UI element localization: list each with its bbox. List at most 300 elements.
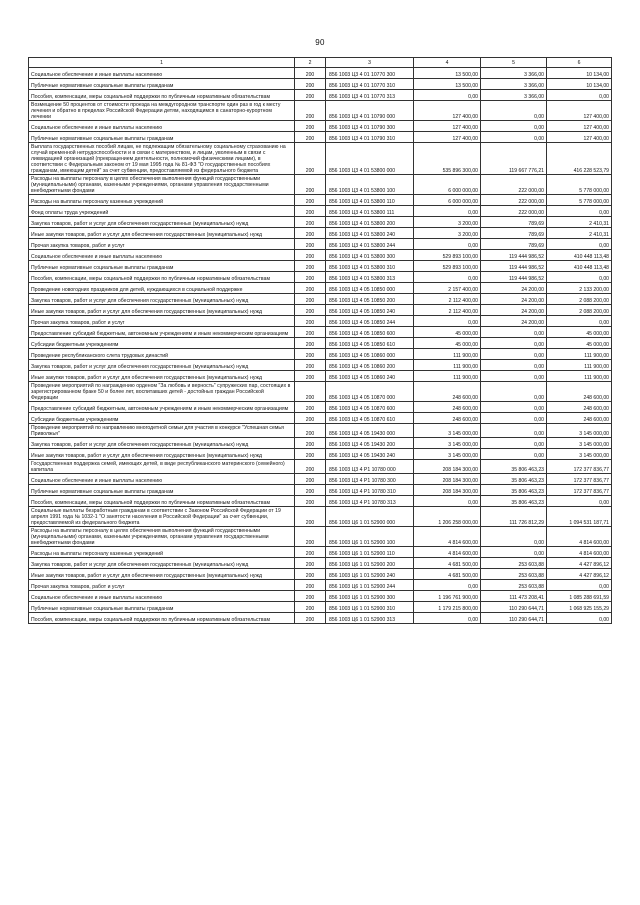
row-line-code: 200 — [295, 474, 326, 485]
row-approved-amount: 4 814 600,00 — [414, 527, 481, 547]
row-executed-amount: 789,69 — [481, 239, 547, 250]
table-row — [29, 580, 612, 591]
table-row — [29, 460, 612, 474]
row-unexecuted-amount: 111 900,00 — [547, 360, 612, 371]
row-executed-amount: 119 444 986,52 — [481, 272, 547, 283]
row-unexecuted-amount: 3 145 000,00 — [547, 449, 612, 460]
table-row — [29, 507, 612, 527]
row-line-code: 200 — [295, 602, 326, 613]
row-name: Возмещение 50 процентов от стоимости проезда на междугородном транспорте один раз в год к месту лечения и обратно в пределах Российской Федерации детям, находящимся в санаторно-курортном лечении — [29, 101, 295, 121]
row-executed-amount: 0,00 — [481, 121, 547, 132]
row-name: Пособия, компенсации, меры социальной поддержки по публичным нормативным обязательствам — [29, 496, 295, 507]
row-unexecuted-amount: 10 134,00 — [547, 79, 612, 90]
table-row — [29, 143, 612, 175]
row-name: Проведение мероприятий по награждению орденом "За любовь и верность" супружеских пар, состоящих в зарегистрированном браке 50 и более лет, воспитавших детей - достойных граждан Российской Федерации — [29, 382, 295, 402]
row-unexecuted-amount: 127 400,00 — [547, 101, 612, 121]
row-executed-amount: 222 000,00 — [481, 206, 547, 217]
row-line-code: 200 — [295, 580, 326, 591]
row-name: Иные закупки товаров, работ и услуг для обеспечения государственных (муниципальных) нужд — [29, 371, 295, 382]
table-row — [29, 272, 612, 283]
table-row — [29, 413, 612, 424]
row-unexecuted-amount: 0,00 — [547, 272, 612, 283]
row-approved-amount: 3 145 000,00 — [414, 424, 481, 438]
row-unexecuted-amount: 4 427 896,12 — [547, 569, 612, 580]
row-approved-amount: 45 000,00 — [414, 338, 481, 349]
row-line-code: 200 — [295, 424, 326, 438]
row-budget-code: 856 1003 Ц6 1 01 52900 000 — [326, 507, 414, 527]
row-name: Прочая закупка товаров, работ и услуг — [29, 580, 295, 591]
row-budget-code: 856 1003 Ц3 4 05 10870 000 — [326, 382, 414, 402]
row-approved-amount: 2 112 400,00 — [414, 305, 481, 316]
table-row — [29, 90, 612, 101]
row-budget-code: 856 1003 Ц3 4 01 10770 300 — [326, 68, 414, 79]
row-line-code: 200 — [295, 250, 326, 261]
row-budget-code: 856 1003 Ц3 4 P1 10780 300 — [326, 474, 414, 485]
row-approved-amount: 111 900,00 — [414, 349, 481, 360]
row-name: Расходы на выплаты персоналу казенных учреждений — [29, 547, 295, 558]
row-approved-amount: 127 400,00 — [414, 101, 481, 121]
row-budget-code: 856 1003 Ц3 4 05 10850 200 — [326, 294, 414, 305]
column-number-2: 2 — [295, 58, 326, 68]
row-line-code: 200 — [295, 507, 326, 527]
row-approved-amount: 0,00 — [414, 272, 481, 283]
row-approved-amount: 1 179 215 800,00 — [414, 602, 481, 613]
row-executed-amount: 24 200,00 — [481, 316, 547, 327]
table-row — [29, 569, 612, 580]
row-name: Социальное обеспечение и иные выплаты населению — [29, 68, 295, 79]
row-approved-amount: 127 400,00 — [414, 121, 481, 132]
row-executed-amount: 253 603,88 — [481, 580, 547, 591]
row-budget-code: 856 1003 Ц3 4 01 10770 313 — [326, 90, 414, 101]
row-approved-amount: 2 112 400,00 — [414, 294, 481, 305]
row-budget-code: 856 1003 Ц3 4 01 53800 000 — [326, 143, 414, 175]
row-unexecuted-amount: 1 094 531 187,71 — [547, 507, 612, 527]
row-line-code: 200 — [295, 239, 326, 250]
row-executed-amount: 0,00 — [481, 327, 547, 338]
row-unexecuted-amount: 0,00 — [547, 496, 612, 507]
table-row — [29, 250, 612, 261]
page-number: 90 — [315, 38, 325, 47]
row-line-code: 200 — [295, 613, 326, 624]
row-executed-amount: 0,00 — [481, 382, 547, 402]
row-unexecuted-amount: 5 778 000,00 — [547, 175, 612, 195]
row-unexecuted-amount: 0,00 — [547, 206, 612, 217]
row-name: Фонд оплаты труда учреждений — [29, 206, 295, 217]
row-unexecuted-amount: 1 085 288 691,59 — [547, 591, 612, 602]
row-unexecuted-amount: 4 814 600,00 — [547, 547, 612, 558]
row-unexecuted-amount: 127 400,00 — [547, 132, 612, 143]
row-name: Закупка товаров, работ и услуг для обеспечения государственных (муниципальных) нужд — [29, 438, 295, 449]
row-executed-amount: 24 200,00 — [481, 283, 547, 294]
table-row — [29, 547, 612, 558]
row-approved-amount: 0,00 — [414, 496, 481, 507]
row-unexecuted-amount: 172 377 836,77 — [547, 485, 612, 496]
row-unexecuted-amount: 172 377 836,77 — [547, 474, 612, 485]
row-budget-code: 856 1003 Ц6 1 01 52900 313 — [326, 613, 414, 624]
row-name: Пособия, компенсации, меры социальной поддержки по публичным нормативным обязательствам — [29, 90, 295, 101]
table-row — [29, 360, 612, 371]
row-line-code: 200 — [295, 101, 326, 121]
row-line-code: 200 — [295, 68, 326, 79]
table-row — [29, 474, 612, 485]
row-approved-amount: 2 157 400,00 — [414, 283, 481, 294]
row-budget-code: 856 1003 Ц6 1 01 52900 244 — [326, 580, 414, 591]
table-row — [29, 68, 612, 79]
row-line-code: 200 — [295, 338, 326, 349]
row-unexecuted-amount: 45 000,00 — [547, 338, 612, 349]
row-approved-amount: 4 814 600,00 — [414, 547, 481, 558]
row-unexecuted-amount: 248 600,00 — [547, 382, 612, 402]
row-executed-amount: 253 603,88 — [481, 569, 547, 580]
row-name: Расходы на выплаты персоналу казенных учреждений — [29, 195, 295, 206]
row-budget-code: 856 1003 Ц6 1 01 52900 100 — [326, 527, 414, 547]
row-approved-amount: 0,00 — [414, 316, 481, 327]
row-approved-amount: 208 184 300,00 — [414, 474, 481, 485]
row-budget-code: 856 1003 Ц3 4 05 19430 240 — [326, 449, 414, 460]
table-row — [29, 496, 612, 507]
table-row — [29, 261, 612, 272]
row-name: Социальное обеспечение и иные выплаты населению — [29, 250, 295, 261]
row-executed-amount: 110 290 644,71 — [481, 602, 547, 613]
row-name: Проведение мероприятий по направлению многодетной семьи для участия в конкурсе "Успешная семья Приволжья" — [29, 424, 295, 438]
row-approved-amount: 1 196 761 900,00 — [414, 591, 481, 602]
row-approved-amount: 127 400,00 — [414, 132, 481, 143]
table-row — [29, 438, 612, 449]
row-approved-amount: 45 000,00 — [414, 327, 481, 338]
row-approved-amount: 248 600,00 — [414, 402, 481, 413]
row-budget-code: 856 1003 Ц3 4 01 53800 200 — [326, 217, 414, 228]
row-executed-amount: 0,00 — [481, 371, 547, 382]
row-line-code: 200 — [295, 496, 326, 507]
row-executed-amount: 253 603,88 — [481, 558, 547, 569]
table-row — [29, 206, 612, 217]
row-unexecuted-amount: 0,00 — [547, 316, 612, 327]
row-approved-amount: 111 900,00 — [414, 371, 481, 382]
row-approved-amount: 3 145 000,00 — [414, 449, 481, 460]
row-unexecuted-amount: 111 900,00 — [547, 349, 612, 360]
row-approved-amount: 529 893 100,00 — [414, 261, 481, 272]
table-row — [29, 558, 612, 569]
table-row — [29, 349, 612, 360]
row-budget-code: 856 1003 Ц3 4 01 10770 310 — [326, 79, 414, 90]
row-name: Публичные нормативные социальные выплаты гражданам — [29, 485, 295, 496]
row-approved-amount: 529 893 100,00 — [414, 250, 481, 261]
row-executed-amount: 3 366,00 — [481, 68, 547, 79]
row-budget-code: 856 1003 Ц3 4 01 10790 300 — [326, 121, 414, 132]
table-row — [29, 485, 612, 496]
row-line-code: 200 — [295, 485, 326, 496]
row-name: Закупка товаров, работ и услуг для обеспечения государственных (муниципальных) нужд — [29, 558, 295, 569]
row-budget-code: 856 1003 Ц3 4 01 10790 310 — [326, 132, 414, 143]
row-line-code: 200 — [295, 558, 326, 569]
row-budget-code: 856 1003 Ц3 4 01 10790 000 — [326, 101, 414, 121]
row-line-code: 200 — [295, 360, 326, 371]
row-unexecuted-amount: 10 134,00 — [547, 68, 612, 79]
row-line-code: 200 — [295, 591, 326, 602]
row-budget-code: 856 1003 Ц3 4 01 53800 110 — [326, 195, 414, 206]
row-name: Расходы на выплаты персоналу в целях обеспечения выполнения функций государственными (муниципальными) органами, казенными учреждениями, органами управления государственными внебюджетными фондами — [29, 527, 295, 547]
row-budget-code: 856 1003 Ц3 4 05 10850 610 — [326, 338, 414, 349]
row-name: Пособия, компенсации, меры социальной поддержки по публичным нормативным обязательствам — [29, 272, 295, 283]
table-row — [29, 602, 612, 613]
row-executed-amount: 222 000,00 — [481, 175, 547, 195]
row-name: Публичные нормативные социальные выплаты гражданам — [29, 132, 295, 143]
row-executed-amount: 35 806 463,23 — [481, 460, 547, 474]
row-approved-amount: 111 900,00 — [414, 360, 481, 371]
table-header-row — [29, 58, 612, 68]
row-budget-code: 856 1003 Ц3 4 01 53800 310 — [326, 261, 414, 272]
row-budget-code: 856 1003 Ц3 4 01 53800 300 — [326, 250, 414, 261]
row-unexecuted-amount: 248 600,00 — [547, 413, 612, 424]
row-name: Проведение новогодних праздников для детей, нуждающихся в социальной поддержке — [29, 283, 295, 294]
row-line-code: 200 — [295, 79, 326, 90]
row-executed-amount: 0,00 — [481, 449, 547, 460]
row-executed-amount: 119 667 776,21 — [481, 143, 547, 175]
row-budget-code: 856 1003 Ц3 4 01 53800 240 — [326, 228, 414, 239]
row-unexecuted-amount: 1 068 925 155,29 — [547, 602, 612, 613]
column-number-5: 5 — [481, 58, 547, 68]
table-row — [29, 338, 612, 349]
row-executed-amount: 0,00 — [481, 101, 547, 121]
row-name: Прочая закупка товаров, работ и услуг — [29, 316, 295, 327]
row-budget-code: 856 1003 Ц3 4 05 10860 240 — [326, 371, 414, 382]
row-approved-amount: 13 500,00 — [414, 79, 481, 90]
row-approved-amount: 0,00 — [414, 90, 481, 101]
row-executed-amount: 35 806 463,23 — [481, 474, 547, 485]
row-unexecuted-amount: 0,00 — [547, 90, 612, 101]
row-unexecuted-amount: 2 410,31 — [547, 228, 612, 239]
table-row — [29, 382, 612, 402]
table-row — [29, 424, 612, 438]
table-row — [29, 228, 612, 239]
row-name: Расходы на выплаты персоналу в целях обеспечения выполнения функций государственными (муниципальными) органами, казенными учреждениями, органами управления государственными внебюджетными фондами — [29, 175, 295, 195]
row-budget-code: 856 1003 Ц3 4 P1 10780 310 — [326, 485, 414, 496]
row-approved-amount: 0,00 — [414, 239, 481, 250]
row-unexecuted-amount: 2 088 200,00 — [547, 294, 612, 305]
row-budget-code: 856 1003 Ц3 4 05 10860 000 — [326, 349, 414, 360]
table-row — [29, 449, 612, 460]
row-executed-amount: 0,00 — [481, 360, 547, 371]
row-line-code: 200 — [295, 143, 326, 175]
row-executed-amount: 0,00 — [481, 438, 547, 449]
row-approved-amount: 6 000 000,00 — [414, 195, 481, 206]
row-executed-amount: 35 806 463,23 — [481, 485, 547, 496]
row-name: Предоставление субсидий бюджетным, автономным учреждениям и иным некоммерческим организациям — [29, 402, 295, 413]
row-budget-code: 856 1003 Ц3 4 05 10850 240 — [326, 305, 414, 316]
row-executed-amount: 111 473 208,41 — [481, 591, 547, 602]
row-line-code: 200 — [295, 327, 326, 338]
row-approved-amount: 248 600,00 — [414, 382, 481, 402]
row-line-code: 200 — [295, 547, 326, 558]
row-name: Публичные нормативные социальные выплаты гражданам — [29, 261, 295, 272]
row-line-code: 200 — [295, 382, 326, 402]
row-executed-amount: 3 366,00 — [481, 79, 547, 90]
row-name: Прочая закупка товаров, работ и услуг — [29, 239, 295, 250]
row-name: Выплата государственных пособий лицам, не подлежащим обязательному социальному страхованию на случай временной нетрудоспособности и в связи с материнством, и лицам, уволенным в связи с ликвидацией организаций (прекращением деятельности, полномочий физическими лицами), в соответствии с Федеральным законом от 19 мая 1995 года № 81-ФЗ "О государственных пособиях гражданам, имеющим детей" за счет субвенции, предоставляемой из федерального бюджета — [29, 143, 295, 175]
row-budget-code: 856 1003 Ц3 4 05 19430 200 — [326, 438, 414, 449]
row-executed-amount: 110 290 644,71 — [481, 613, 547, 624]
table-row — [29, 316, 612, 327]
row-budget-code: 856 1003 Ц3 4 01 53800 111 — [326, 206, 414, 217]
row-budget-code: 856 1003 Ц3 4 01 53800 244 — [326, 239, 414, 250]
row-executed-amount: 0,00 — [481, 349, 547, 360]
table-row — [29, 121, 612, 132]
row-unexecuted-amount: 111 900,00 — [547, 371, 612, 382]
row-budget-code: 856 1003 Ц3 4 05 19430 000 — [326, 424, 414, 438]
row-approved-amount: 3 200,00 — [414, 217, 481, 228]
row-line-code: 200 — [295, 438, 326, 449]
table-row — [29, 217, 612, 228]
row-executed-amount: 35 806 463,23 — [481, 496, 547, 507]
row-approved-amount: 208 184 300,00 — [414, 460, 481, 474]
row-budget-code: 856 1003 Ц6 1 01 52900 300 — [326, 591, 414, 602]
row-unexecuted-amount: 248 600,00 — [547, 402, 612, 413]
row-line-code: 200 — [295, 569, 326, 580]
row-budget-code: 856 1003 Ц3 4 P1 10780 313 — [326, 496, 414, 507]
row-name: Проведение республиканского слета трудовых династий — [29, 349, 295, 360]
row-unexecuted-amount: 4 814 600,00 — [547, 527, 612, 547]
row-unexecuted-amount: 127 400,00 — [547, 121, 612, 132]
row-line-code: 200 — [295, 449, 326, 460]
table-row — [29, 613, 612, 624]
table-row — [29, 371, 612, 382]
row-line-code: 200 — [295, 228, 326, 239]
row-name: Иные закупки товаров, работ и услуг для обеспечения государственных (муниципальных) нужд — [29, 449, 295, 460]
column-number-6: 6 — [547, 58, 612, 68]
row-executed-amount: 0,00 — [481, 402, 547, 413]
row-name: Иные закупки товаров, работ и услуг для обеспечения государственных (муниципальных) нужд — [29, 569, 295, 580]
row-name: Публичные нормативные социальные выплаты гражданам — [29, 79, 295, 90]
row-executed-amount: 3 366,00 — [481, 90, 547, 101]
row-budget-code: 856 1003 Ц3 4 P1 10780 000 — [326, 460, 414, 474]
row-unexecuted-amount: 3 145 000,00 — [547, 438, 612, 449]
table-row — [29, 305, 612, 316]
row-budget-code: 856 1003 Ц6 1 01 52900 110 — [326, 547, 414, 558]
row-approved-amount: 535 896 300,00 — [414, 143, 481, 175]
row-unexecuted-amount: 2 410,31 — [547, 217, 612, 228]
row-line-code: 200 — [295, 413, 326, 424]
row-unexecuted-amount: 172 377 836,77 — [547, 460, 612, 474]
row-line-code: 200 — [295, 316, 326, 327]
row-line-code: 200 — [295, 195, 326, 206]
row-line-code: 200 — [295, 460, 326, 474]
row-executed-amount: 222 000,00 — [481, 195, 547, 206]
row-approved-amount: 3 145 000,00 — [414, 438, 481, 449]
row-approved-amount: 6 000 000,00 — [414, 175, 481, 195]
table-row — [29, 283, 612, 294]
row-unexecuted-amount: 410 448 113,48 — [547, 261, 612, 272]
row-name: Иные закупки товаров, работ и услуг для обеспечения государственных (муниципальных) нужд — [29, 305, 295, 316]
row-name: Социальное обеспечение и иные выплаты населению — [29, 121, 295, 132]
row-name: Пособия, компенсации, меры социальной поддержки по публичным нормативным обязательствам — [29, 613, 295, 624]
row-approved-amount: 4 681 500,00 — [414, 558, 481, 569]
row-executed-amount: 0,00 — [481, 424, 547, 438]
row-budget-code: 856 1003 Ц3 4 05 10850 244 — [326, 316, 414, 327]
row-name: Закупка товаров, работ и услуг для обеспечения государственных (муниципальных) нужд — [29, 217, 295, 228]
row-executed-amount: 119 444 986,52 — [481, 261, 547, 272]
table-row — [29, 527, 612, 547]
row-name: Закупка товаров, работ и услуг для обеспечения государственных (муниципальных) нужд — [29, 360, 295, 371]
row-executed-amount: 24 200,00 — [481, 294, 547, 305]
row-executed-amount: 0,00 — [481, 413, 547, 424]
row-unexecuted-amount: 416 228 523,79 — [547, 143, 612, 175]
row-line-code: 200 — [295, 272, 326, 283]
row-executed-amount: 0,00 — [481, 338, 547, 349]
row-name: Субсидии бюджетным учреждениям — [29, 338, 295, 349]
row-name: Государственная поддержка семей, имеющих детей, в виде республиканского материнского (семейного) капитала — [29, 460, 295, 474]
row-line-code: 200 — [295, 283, 326, 294]
row-unexecuted-amount: 3 145 000,00 — [547, 424, 612, 438]
row-budget-code: 856 1003 Ц3 4 05 10860 200 — [326, 360, 414, 371]
column-number-3: 3 — [326, 58, 414, 68]
row-unexecuted-amount: 45 000,00 — [547, 327, 612, 338]
row-budget-code: 856 1003 Ц6 1 01 52900 310 — [326, 602, 414, 613]
row-unexecuted-amount: 4 427 896,12 — [547, 558, 612, 569]
row-budget-code: 856 1003 Ц6 1 01 52900 200 — [326, 558, 414, 569]
table-row — [29, 132, 612, 143]
table-row — [29, 101, 612, 121]
row-executed-amount: 111 726 812,29 — [481, 507, 547, 527]
table-row — [29, 195, 612, 206]
row-name: Социальное обеспечение и иные выплаты населению — [29, 591, 295, 602]
row-line-code: 200 — [295, 349, 326, 360]
row-name: Иные закупки товаров, работ и услуг для обеспечения государственных (муниципальных) нужд — [29, 228, 295, 239]
row-budget-code: 856 1003 Ц3 4 05 10870 600 — [326, 402, 414, 413]
row-line-code: 200 — [295, 121, 326, 132]
row-approved-amount: 0,00 — [414, 613, 481, 624]
row-executed-amount: 119 444 986,52 — [481, 250, 547, 261]
row-budget-code: 856 1003 Ц3 4 01 53800 100 — [326, 175, 414, 195]
row-line-code: 200 — [295, 90, 326, 101]
row-budget-code: 856 1003 Ц6 1 01 52900 240 — [326, 569, 414, 580]
row-approved-amount: 208 184 300,00 — [414, 485, 481, 496]
row-unexecuted-amount: 0,00 — [547, 239, 612, 250]
table-row — [29, 591, 612, 602]
row-name: Закупка товаров, работ и услуг для обеспечения государственных (муниципальных) нужд — [29, 294, 295, 305]
row-approved-amount: 0,00 — [414, 580, 481, 591]
table-row — [29, 79, 612, 90]
row-budget-code: 856 1003 Ц3 4 05 10870 610 — [326, 413, 414, 424]
row-line-code: 200 — [295, 217, 326, 228]
table-row — [29, 327, 612, 338]
row-line-code: 200 — [295, 294, 326, 305]
row-executed-amount: 789,69 — [481, 217, 547, 228]
row-line-code: 200 — [295, 175, 326, 195]
table-row — [29, 175, 612, 195]
row-unexecuted-amount: 2 133 200,00 — [547, 283, 612, 294]
row-unexecuted-amount: 0,00 — [547, 613, 612, 624]
row-approved-amount: 0,00 — [414, 206, 481, 217]
row-budget-code: 856 1003 Ц3 4 05 10850 000 — [326, 283, 414, 294]
row-unexecuted-amount: 0,00 — [547, 580, 612, 591]
row-approved-amount: 13 500,00 — [414, 68, 481, 79]
row-approved-amount: 248 600,00 — [414, 413, 481, 424]
column-number-4: 4 — [414, 58, 481, 68]
row-executed-amount: 0,00 — [481, 547, 547, 558]
table-row — [29, 239, 612, 250]
row-executed-amount: 0,00 — [481, 132, 547, 143]
row-line-code: 200 — [295, 371, 326, 382]
row-executed-amount: 789,69 — [481, 228, 547, 239]
row-approved-amount: 1 206 258 000,00 — [414, 507, 481, 527]
row-executed-amount: 24 200,00 — [481, 305, 547, 316]
row-line-code: 200 — [295, 261, 326, 272]
row-unexecuted-amount: 2 088 200,00 — [547, 305, 612, 316]
row-line-code: 200 — [295, 402, 326, 413]
budget-execution-table — [28, 57, 612, 624]
column-number-1: 1 — [29, 58, 295, 68]
row-approved-amount: 3 200,00 — [414, 228, 481, 239]
